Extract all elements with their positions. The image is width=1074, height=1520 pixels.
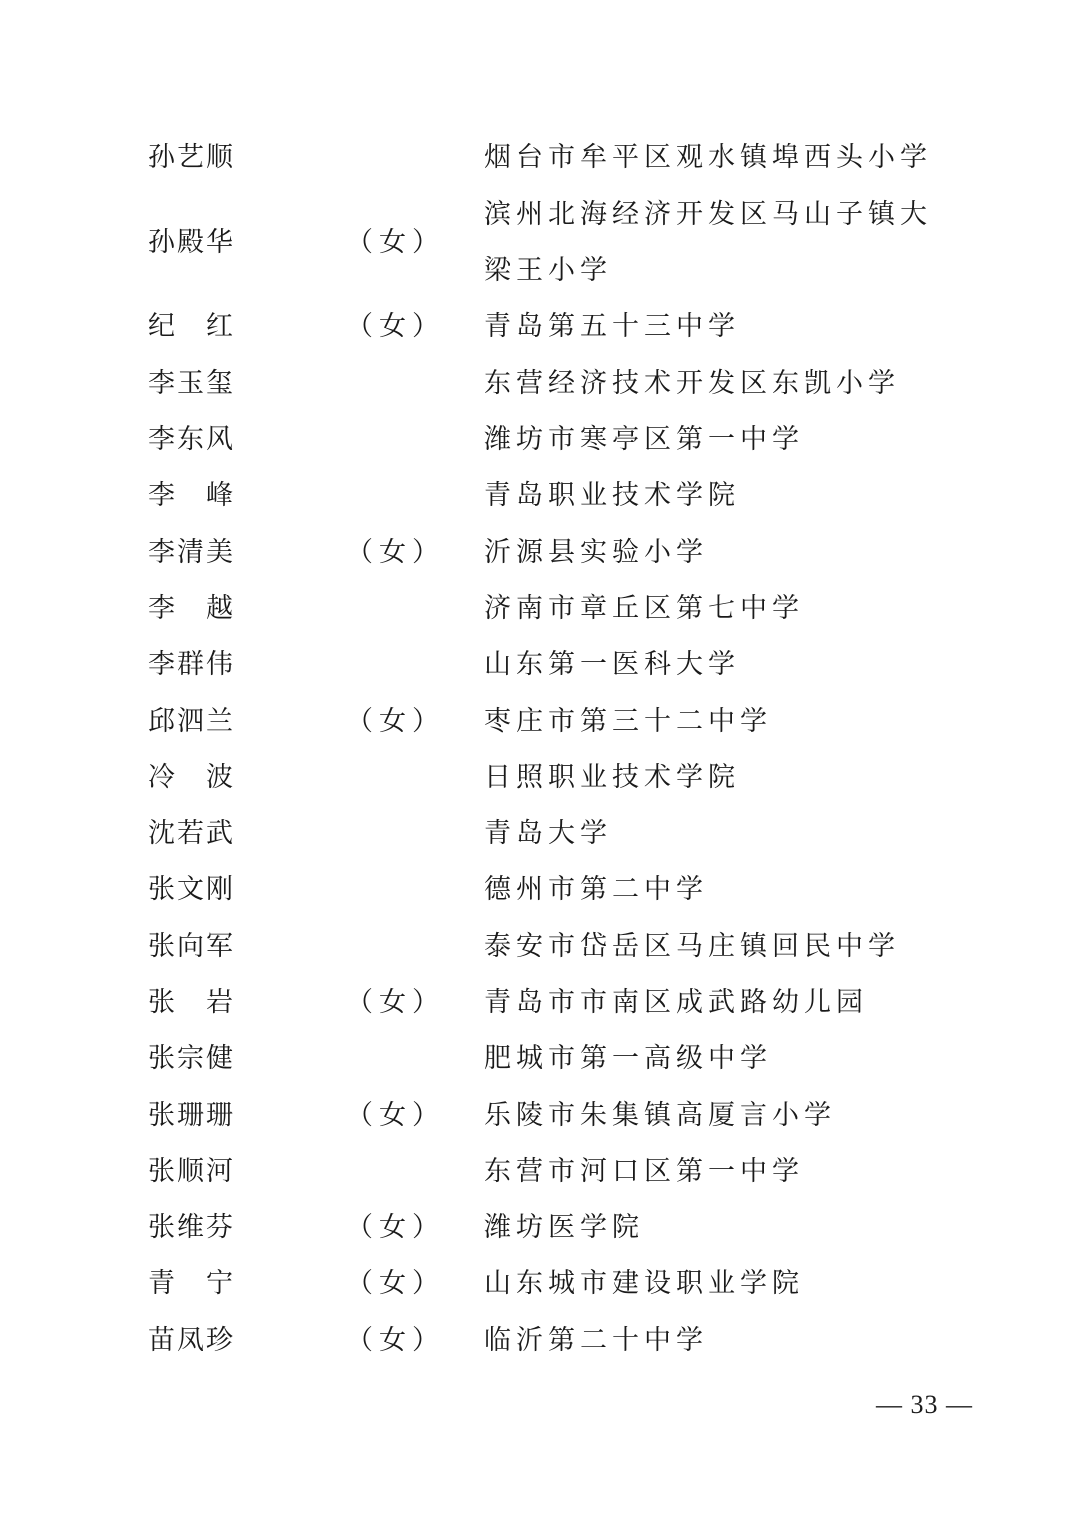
person-name: 李东风: [148, 424, 235, 456]
gender-note: （女）: [346, 226, 445, 258]
organization: 乐陵市朱集镇高厦言小学: [484, 1099, 836, 1131]
gender-note: （女）: [346, 1099, 445, 1131]
list-item: [148, 130, 968, 186]
list-item: [148, 1200, 968, 1256]
organization: 山东第一医科大学: [484, 649, 740, 681]
gender-note: （女）: [346, 1268, 445, 1300]
person-name: 邱泗兰: [148, 705, 235, 737]
organization: 泰安市岱岳区马庄镇回民中学: [484, 930, 900, 962]
person-name: 孙艺顺: [148, 142, 235, 174]
list-item: [148, 1087, 968, 1143]
list-item: [148, 1144, 968, 1200]
person-name: 张珊珊: [148, 1099, 235, 1131]
list-item: [148, 581, 968, 637]
person-name: 纪 红: [148, 311, 235, 343]
gender-note: （女）: [346, 987, 445, 1018]
person-name: 孙殿华: [148, 226, 235, 258]
organization: 潍坊市寒亭区第一中学: [484, 424, 804, 456]
organization: 潍坊医学院: [484, 1212, 644, 1244]
organization: 德州市第二中学: [484, 874, 708, 906]
organization: 烟台市牟平区观水镇埠西头小学: [484, 142, 932, 174]
page-number: — 33 —: [876, 1390, 973, 1419]
organization: 青岛职业技术学院: [484, 480, 740, 512]
person-name: 李 越: [148, 592, 235, 624]
person-name: 张 岩: [148, 987, 235, 1018]
person-name: 李清美: [148, 536, 235, 568]
gender-note: （女）: [346, 1212, 445, 1244]
organization: 青岛大学: [484, 818, 612, 850]
organization: 沂源县实验小学: [484, 536, 708, 568]
person-name: 张顺河: [148, 1155, 235, 1187]
organization: 枣庄市第三十二中学: [484, 705, 772, 737]
name-list: [148, 130, 968, 1369]
organization: 东营经济技术开发区东凯小学: [484, 367, 900, 399]
organization: 青岛市市南区成武路幼儿园: [484, 987, 868, 1018]
list-item: [148, 862, 968, 918]
list-item: [148, 356, 968, 412]
organization: 日照职业技术学院: [484, 761, 740, 793]
list-item: [148, 1313, 968, 1369]
person-name: 张维芬: [148, 1212, 235, 1244]
list-item: [148, 186, 968, 299]
list-item: [148, 637, 968, 693]
organization: 肥城市第一高级中学: [484, 1043, 772, 1075]
list-item: [148, 412, 968, 468]
person-name: 沈若武: [148, 818, 235, 850]
organization: 济南市章丘区第七中学: [484, 592, 804, 624]
person-name: 张向军: [148, 930, 235, 962]
list-item: [148, 750, 968, 806]
person-name: 李 峰: [148, 480, 235, 512]
list-item: [148, 468, 968, 524]
gender-note: （女）: [346, 536, 445, 568]
person-name: 张文刚: [148, 874, 235, 906]
organization: 青岛第五十三中学: [484, 311, 740, 343]
person-name: 青 宁: [148, 1268, 235, 1300]
list-item: [148, 806, 968, 862]
gender-note: （女）: [346, 311, 445, 343]
list-item: [148, 1031, 968, 1087]
organization: 滨州北海经济开发区马山子镇大梁王小学: [484, 198, 932, 286]
list-item: [148, 1256, 968, 1312]
person-name: 张宗健: [148, 1043, 235, 1075]
list-item: [148, 919, 968, 975]
person-name: 苗凤珍: [148, 1324, 235, 1356]
organization: 临沂第二十中学: [484, 1324, 708, 1356]
list-item: [148, 524, 968, 580]
organization: 山东城市建设职业学院: [484, 1268, 804, 1300]
list-item: [148, 693, 968, 749]
list-item: [148, 299, 968, 355]
person-name: 冷 波: [148, 761, 235, 793]
person-name: 李群伟: [148, 649, 235, 681]
list-item: [148, 975, 968, 1031]
gender-note: （女）: [346, 1324, 445, 1356]
gender-note: （女）: [346, 705, 445, 737]
person-name: 李玉玺: [148, 367, 235, 399]
organization: 东营市河口区第一中学: [484, 1155, 804, 1187]
